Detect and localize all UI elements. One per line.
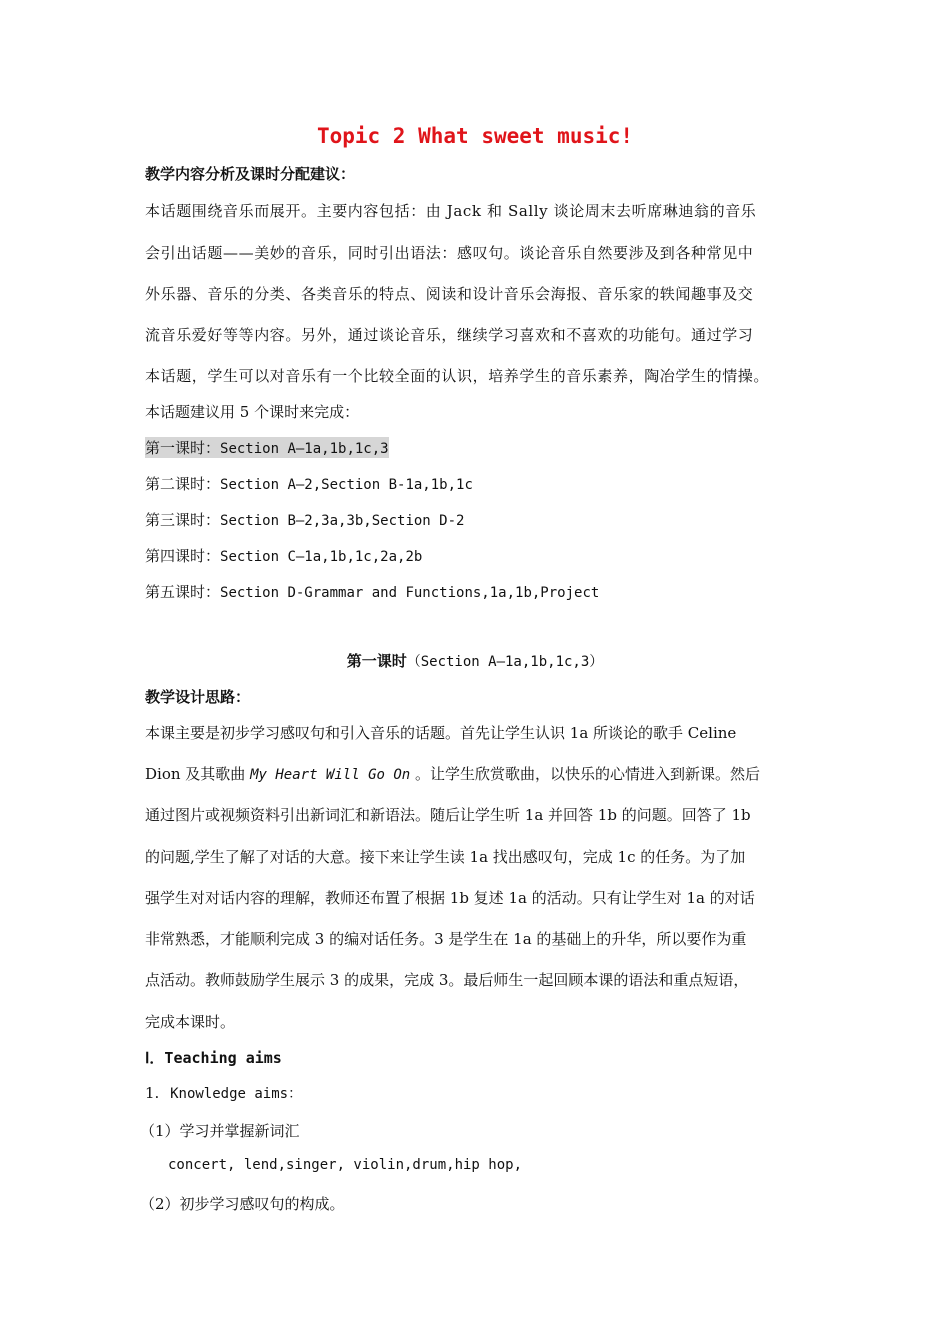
period-label: 第一课时： bbox=[145, 439, 221, 457]
knowledge-aims bbox=[145, 1083, 302, 1103]
design-text: 。让学生欣赏歌曲，以快乐的心情进入到新课。然后 bbox=[415, 765, 761, 783]
analysis-line: 会引出话题——美妙的音乐，同时引出语法：感叹句。谈论音乐自然要涉及到各种常见中 bbox=[145, 244, 754, 262]
analysis-heading: 教学内容分析及课时分配建议： bbox=[145, 165, 356, 183]
analysis-line: 本话题建议用 5 个课时来完成： bbox=[145, 403, 360, 421]
design-line: 非常熟悉，才能顺利完成 3 的编对话任务。3 是学生在 1a 的基础上的升华，所以要作为重 bbox=[145, 930, 747, 948]
period-item bbox=[145, 437, 389, 458]
period-label: 第五课时： bbox=[145, 583, 221, 601]
period-content: Section C—1a,1b,1c,2a,2b bbox=[220, 549, 423, 565]
period-content: Section B—2,3a,3b,Section D-2 bbox=[220, 513, 465, 529]
period-label: 第四课时： bbox=[145, 547, 221, 565]
aims-heading: Ⅰ．Teaching aims bbox=[145, 1049, 282, 1067]
period-item bbox=[145, 473, 473, 494]
analysis-line: 流音乐爱好等等内容。另外，通过谈论音乐，继续学习喜欢和不喜欢的功能句。通过学习 bbox=[145, 326, 754, 344]
design-line: 的问题,学生了解了对话的大意。接下来让学生读 1a 找出感叹句，完成 1c 的任务。为了加 bbox=[145, 848, 746, 866]
lesson1-heading bbox=[0, 650, 950, 671]
period-content: Section A—2,Section B-1a,1b,1c bbox=[220, 477, 473, 493]
analysis-line: 本话题，学生可以对音乐有一个比较全面的认识，培养学生的音乐素养，陶冶学生的情操。 bbox=[145, 367, 770, 385]
period-item bbox=[145, 581, 599, 602]
period-content: Section A—1a,1b,1c,3 bbox=[220, 441, 389, 457]
design-line: 通过图片或视频资料引出新词汇和新语法。随后让学生听 1a 并回答 1b 的问题。回答了 1b bbox=[145, 806, 751, 824]
lesson1-heading-sub: （Section A—1a,1b,1c,3） bbox=[406, 654, 604, 670]
period-item bbox=[145, 545, 422, 566]
design-line: 点活动。教师鼓励学生展示 3 的成果，完成 3。最后师生一起回顾本课的语法和重点短语， bbox=[145, 971, 749, 989]
period-label: 第三课时： bbox=[145, 511, 221, 529]
design-line: 本课主要是初步学习感叹句和引入音乐的话题。首先让学生认识 1a 所谈论的歌手 Celine bbox=[145, 724, 737, 742]
period-label: 第二课时： bbox=[145, 475, 221, 493]
analysis-line: 本话题围绕音乐而展开。主要内容包括：由 Jack 和 Sally 谈论周末去听席琳迪翁的音乐 bbox=[145, 202, 757, 220]
song-title: My Heart Will Go On bbox=[250, 767, 411, 783]
lesson1-heading-text: 第一课时 bbox=[346, 652, 407, 670]
period-item bbox=[145, 509, 464, 530]
sub-item-1: （1）学习并掌握新词汇 bbox=[140, 1122, 300, 1140]
design-heading: 教学设计思路： bbox=[145, 688, 251, 706]
knowledge-num: 1. bbox=[145, 1084, 160, 1102]
vocab-list: concert, lend,singer, violin,drum,hip hop, bbox=[168, 1157, 523, 1173]
design-text: Dion 及其歌曲 bbox=[145, 765, 246, 783]
design-line bbox=[145, 763, 760, 784]
analysis-line: 外乐器、音乐的分类、各类音乐的特点、阅读和设计音乐会海报、音乐家的轶闻趣事及交 bbox=[145, 285, 754, 303]
knowledge-label: Knowledge aims： bbox=[170, 1086, 303, 1102]
sub-item-2: （2）初步学习感叹句的构成。 bbox=[140, 1195, 345, 1213]
period-content: Section D-Grammar and Functions,1a,1b,Project bbox=[220, 585, 600, 601]
design-line: 强学生对对话内容的理解，教师还布置了根据 1b 复述 1a 的活动。只有让学生对 1a 的对话 bbox=[145, 889, 755, 907]
design-line: 完成本课时。 bbox=[145, 1013, 236, 1031]
topic-title: Topic 2 What sweet music! bbox=[316, 124, 634, 148]
